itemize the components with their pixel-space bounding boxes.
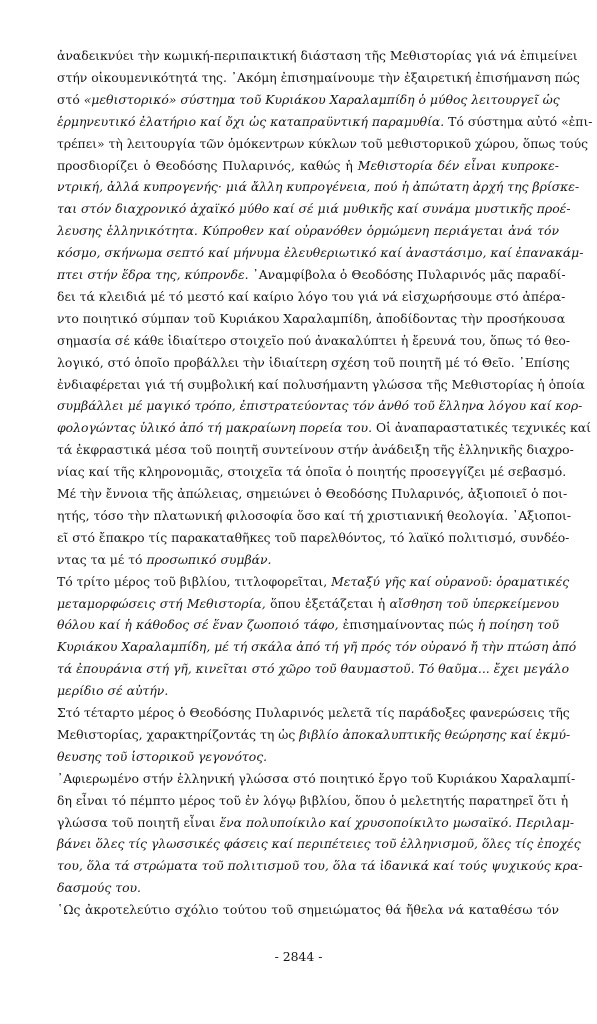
- text-line: [57, 111, 593, 133]
- text-line: [57, 680, 559, 702]
- text-line: [57, 330, 571, 352]
- text-run: ἐπισημαίνοντας πώς: [338, 617, 478, 633]
- text-line: [57, 877, 559, 899]
- text-run: Οἱ ἀναπαραστατικές τεχνικές καί: [372, 420, 591, 436]
- text-line: [57, 593, 559, 615]
- text-line: [57, 812, 575, 834]
- italic-text: ἕνα πολυποίκιλο καί χρυσοποίκιλτο μωσαϊκό. Περιλαμ-: [219, 814, 575, 830]
- text-line: [57, 899, 559, 921]
- text-line: [57, 67, 580, 89]
- text-line: [57, 461, 567, 483]
- text-line: [57, 220, 559, 242]
- text-line: [57, 264, 566, 286]
- italic-text: δασμούς του.: [57, 880, 141, 896]
- text-run: λογικό, στό ὁποῖο προβάλλει τὴν ἰδιαίτερη σχέση τοῦ ποιητῆ μέ τό Θεῖο. ᾿Επίσης: [57, 354, 570, 370]
- text-run: τά ἐκφραστικά μέσα τοῦ ποιητῆ συντείνουν στήν ἀνάδειξη τῆς ἑλληνικῆς διαχρο-: [57, 442, 574, 458]
- text-line: [57, 833, 581, 855]
- text-line: [57, 242, 584, 264]
- text-run: Μέ τὴν ἔννοια τῆς ἀπώλειας, σημειώνει ὁ Θεοδόσης Πυλαρινός, ἀξιοποιεῖ ὁ ποι-: [57, 486, 568, 501]
- italic-text: βάνει ὅλες τίς γλωσσικές φάσεις καί περιπέτειες τοῦ ἑλληνισμοῦ, ὅλες τίς ἐποχές: [57, 836, 581, 852]
- text-line: [57, 614, 559, 636]
- italic-text: ἑρμηνευτικό ἐλατήριο καί ὄχι ὡς καταπραϋντική παραμυθία.: [57, 113, 445, 129]
- text-line: [57, 417, 591, 439]
- text-line: [57, 286, 566, 308]
- text-run: ῾Ως ἀκροτελεύτιο σχόλιο τούτου τοῦ σημειώματος θά ἤθελα νά καταθέσω τόν: [57, 902, 559, 918]
- text-line: [57, 155, 559, 177]
- text-run: Τό τρίτο μέρος τοῦ βιβλίου, τιτλοφορεῖται,: [57, 573, 332, 589]
- italic-text: ται στόν διαχρονικό ἀχαϊκό μύθο καί σέ μιά μυθικῆς καί συνάμα μυστικῆς προέ-: [57, 201, 571, 217]
- text-run: ᾿Αναμφίβολα ὁ Θεοδόσης Πυλαρινός μᾶς παραδί-: [248, 267, 566, 282]
- italic-text: ντρική, ἀλλά κυπρογενής· μιά ἄλλη κυπρογένεια, πού ἡ ἀπώτατη ἀρχή της βρίσκε-: [57, 179, 580, 195]
- italic-text: Κυριάκου Χαραλαμπίδη, μέ τή σκάλα ἀπό τή γῆ πρός τόν οὐρανό ἤ τὴν πτώση ἀπό: [57, 639, 577, 655]
- text-line: [57, 176, 580, 198]
- italic-text: θόλου καί ἡ κάθοδος σέ ἕναν ζωοποιό τάφο,: [57, 617, 339, 633]
- italic-text: θευσης τοῦ ἱστορικοῦ γεγονότος.: [57, 748, 268, 764]
- italic-text: του, ὅλα τά στρώματα τοῦ πολιτισμοῦ του, ὅλα τά ἰδανικά καί τούς ψυχικούς κρα-: [57, 858, 583, 874]
- text-run: προσδιορίζει ὁ Θεοδόσης Πυλαρινός, καθώς ἡ: [57, 157, 358, 173]
- text-line: [57, 527, 570, 549]
- italic-text: μεταμορφώσεις στή Μεθιστορία,: [57, 595, 266, 611]
- italic-text: βιβλίο ἀποκαλυπτικῆς θεώρησης καί ἐκμύ-: [299, 726, 571, 742]
- italic-text: Μεταξύ γῆς καί οὐρανοῦ: ὁραματικές: [331, 573, 570, 589]
- text-line: [57, 768, 576, 790]
- italic-text: ἡ ποίηση τοῦ: [477, 617, 559, 633]
- text-line: [57, 658, 570, 680]
- text-line: [57, 374, 585, 396]
- italic-text: προσωπικό συμβάν.: [146, 551, 272, 567]
- italic-text: λευσης ἑλληνικότητα. Κύπροθεν καί οὐρανόθεν ὁρμώμενη περιάγεται ἀνά τόν: [57, 223, 559, 239]
- text-run: γλώσσα τοῦ ποιητῆ εἶναι: [57, 814, 220, 830]
- text-line: [57, 439, 574, 461]
- text-line: [57, 636, 577, 658]
- italic-text: συμβάλλει μέ μαγικό τρόπο, ἐπιστρατεύοντας τόν ἀνθό τοῦ ἕλληνα λόγου καί κορ-: [57, 398, 583, 414]
- italic-text: αἴσθηση τοῦ ὑπερκείμενου: [389, 595, 559, 611]
- text-line: [57, 308, 566, 330]
- text-run: ἐνδιαφέρεται γιά τή συμβολική καί πολυσήμαντη γλώσσα τῆς Μεθιστορίας ἡ ὁποία: [57, 376, 585, 392]
- italic-text: Μεθιστορία δέν εἶναι κυπροκε-: [357, 157, 559, 173]
- text-line: [57, 790, 569, 812]
- italic-text: μερίδιο σέ αὐτήν.: [57, 683, 169, 699]
- italic-text: πτει στήν ἕδρα της, κύπρονδε.: [57, 267, 249, 282]
- text-run: τρέπει» τὴ λειτουργία τῶν ὁμόκεντρων κύκλων τοῦ μεθιστορικοῦ χώρου, ὅπως τούς: [57, 135, 589, 151]
- text-line: [57, 505, 572, 527]
- text-run: ντας τα μέ τό: [57, 551, 147, 567]
- text-run: στό: [57, 91, 84, 107]
- text-line: [57, 702, 570, 724]
- italic-text: τά ἐπουράνια στή γῆ, κινεῖται στό χῶρο τοῦ θαυμαστοῦ. Τό θαῦμα... ἔχει μεγάλο: [57, 661, 570, 677]
- text-line: [57, 89, 559, 111]
- italic-text: «μεθιστορικό» σύστημα τοῦ Κυριάκου Χαραλαμπίδη ὁ μύθος λειτουργεῖ ὡς: [83, 91, 560, 107]
- text-line: [57, 133, 589, 155]
- text-line: [57, 549, 559, 571]
- text-line: [57, 724, 571, 746]
- italic-text: φολογώντας ὑλικό ἀπό τή μακραίωνη πορεία του.: [57, 420, 373, 436]
- text-run: δει τά κλειδιά μέ τό μεστό καί καίριο λόγο του γιά νά εἰσχωρήσουμε στό ἀπέρα-: [57, 288, 566, 304]
- text-line: [57, 395, 583, 417]
- text-run: ᾿Αφιερωμένο στήν ἑλληνική γλώσσα στό ποιητικό ἔργο τοῦ Κυριάκου Χαραλαμπί-: [57, 770, 576, 786]
- text-line: [57, 352, 570, 374]
- text-run: στήν οἰκουμενικότητά της. ᾿Ακόμη ἐπισημαίνουμε τὴν ἐξαιρετική ἐπισήμανση πώς: [57, 69, 580, 85]
- text-line: [57, 855, 583, 877]
- text-run: Τό σύστημα αὐτό «ἐπι-: [444, 113, 593, 129]
- text-run: Στό τέταρτο μέρος ὁ Θεοδόσης Πυλαρινός μελετᾶ τίς παράδοξες φανερώσεις τῆς: [57, 705, 570, 720]
- text-run: σημασία σέ κάθε ἰδιαίτερο στοιχεῖο πού ἀνακαλύπτει ἡ ἔρευνά του, ὅπως τό θεο-: [57, 332, 571, 348]
- text-run: ντο ποιητικό σύμπαν τοῦ Κυριάκου Χαραλαμπίδη, ἀποδίδοντας τὴν προσήκουσα: [57, 310, 566, 326]
- text-line: [57, 483, 568, 505]
- text-run: εῖ στό ἔπακρο τίς παρακαταθῆκες τοῦ παρελθόντος, τό λαϊκό πολιτισμό, συνδέο-: [57, 529, 570, 545]
- page-number: - 2844 -: [274, 949, 323, 964]
- text-run: δη εἶναι τό πέμπτο μέρος τοῦ ἐν λόγῳ βιβλίου, ὅπου ὁ μελετητής παρατηρεῖ ὅτι ἡ: [57, 792, 569, 808]
- text-run: Μεθιστορίας, χαρακτηρίζοντάς τη ὡς: [57, 726, 300, 742]
- text-run: ὅπου ἐξετάζεται ἡ: [265, 595, 390, 611]
- text-run: νίας καί τῆς κληρονομιᾶς, στοιχεῖα τά ὁποῖα ὁ ποιητής προσεγγίζει μέ σεβασμό.: [57, 464, 567, 480]
- italic-text: κόσμο, σκήνωμα σεπτό καί μήνυμα ἐλευθεριωτικό καί ἀναστάσιμο, καί ἐπανακάμ-: [57, 245, 584, 261]
- text-line: [57, 45, 578, 67]
- text-line: [57, 198, 571, 220]
- text-line: [57, 571, 570, 593]
- text-line: [57, 746, 559, 768]
- text-run: ἀναδεικνύει τὴν κωμική-περιπαικτική διάσταση τῆς Μεθιστορίας γιά νά ἐπιμείνει: [57, 48, 578, 63]
- text-run: ητής, τόσο τὴν πλατωνική φιλοσοφία ὅσο καί τή χριστιανική θεολογία. ᾿Αξιοποι-: [57, 507, 572, 523]
